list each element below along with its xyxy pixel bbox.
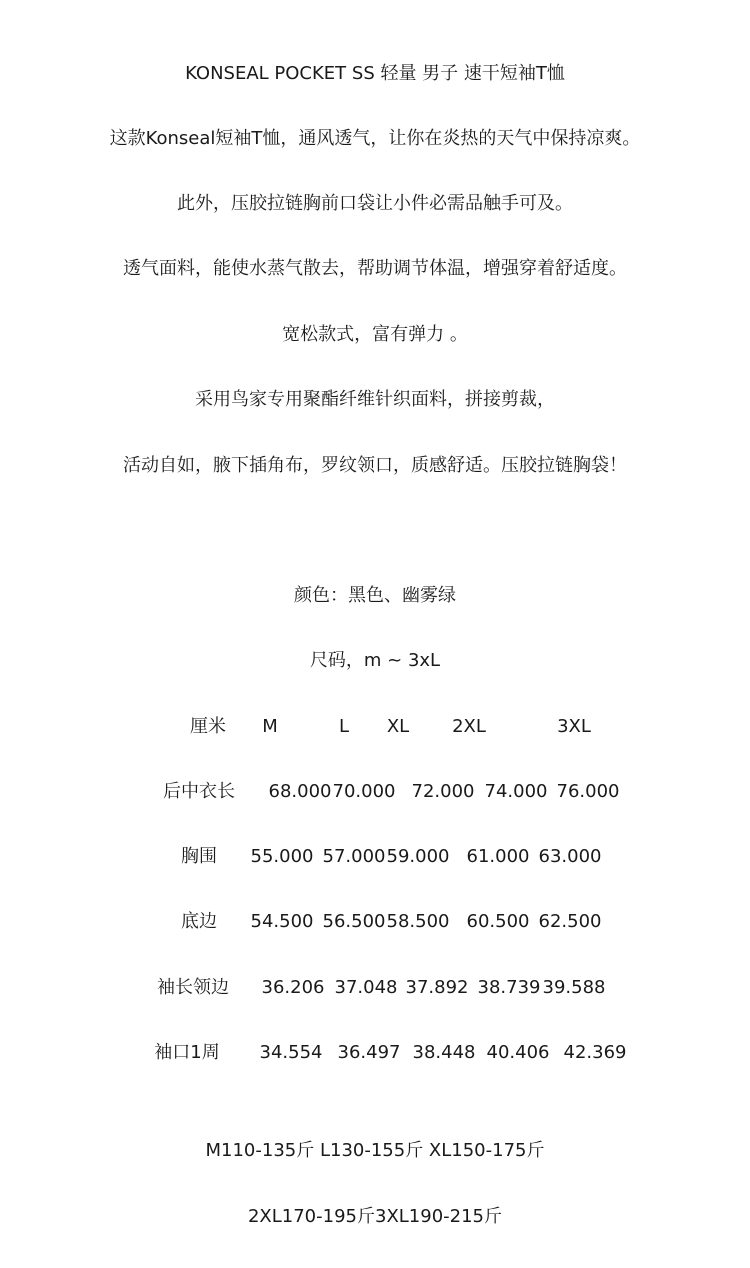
table-cell: 36.206: [261, 977, 325, 998]
table-cell: 59.000: [386, 846, 450, 867]
weight-guide-line-2: 2XL170-195斤3XL190-215斤: [247, 1206, 503, 1227]
table-cell: 57.000: [322, 846, 386, 867]
table-unit-header: 厘米: [190, 716, 226, 737]
table-cell: 39.588: [542, 977, 606, 998]
size-range-line: 尺码，m ~ 3xL: [309, 650, 441, 671]
table-cell: 76.000: [556, 781, 620, 802]
product-title: KONSEAL POCKET SS 轻量 男子 速干短袖T恤: [185, 63, 565, 84]
table-cell: 58.500: [386, 911, 450, 932]
weight-guide-line-1: M110-135斤 L130-155斤 XL150-175斤: [205, 1140, 545, 1161]
table-header-m: M: [262, 716, 278, 737]
table-cell: 37.892: [405, 977, 469, 998]
table-row-label: 后中衣长: [163, 781, 235, 802]
description-line-1: 这款Konseal短袖T恤，通风透气，让你在炎热的天气中保持凉爽。: [109, 128, 641, 149]
colors-line: 颜色：黑色、幽雾绿: [294, 585, 456, 606]
table-cell: 54.500: [250, 911, 314, 932]
table-cell: 62.500: [538, 911, 602, 932]
table-cell: 60.500: [466, 911, 530, 932]
table-cell: 56.500: [322, 911, 386, 932]
description-line-6: 活动自如，腋下插角布，罗纹领口，质感舒适。压胶拉链胸袋！: [123, 455, 627, 476]
table-cell: 38.448: [412, 1042, 476, 1063]
description-line-3: 透气面料，能使水蒸气散去，帮助调节体温，增强穿着舒适度。: [123, 258, 627, 279]
table-row-label: 底边: [181, 911, 217, 932]
table-header-xl: XL: [386, 716, 410, 737]
table-row-label: 袖口1周: [154, 1042, 220, 1063]
table-cell: 42.369: [563, 1042, 627, 1063]
table-cell: 34.554: [259, 1042, 323, 1063]
table-row-label: 胸围: [181, 846, 217, 867]
description-line-4: 宽松款式，富有弹力 。: [282, 324, 468, 345]
description-line-2: 此外，压胶拉链胸前口袋让小件必需品触手可及。: [177, 193, 573, 214]
table-header-3xl: 3XL: [557, 716, 591, 737]
description-line-5: 采用鸟家专用聚酯纤维针织面料，拼接剪裁，: [195, 389, 555, 410]
table-row-label: 袖长领边: [157, 977, 229, 998]
table-cell: 70.000: [332, 781, 396, 802]
table-cell: 40.406: [486, 1042, 550, 1063]
table-cell: 38.739: [477, 977, 541, 998]
table-cell: 37.048: [334, 977, 398, 998]
table-cell: 55.000: [250, 846, 314, 867]
table-cell: 63.000: [538, 846, 602, 867]
table-cell: 74.000: [484, 781, 548, 802]
table-cell: 61.000: [466, 846, 530, 867]
table-cell: 36.497: [337, 1042, 401, 1063]
table-cell: 72.000: [411, 781, 475, 802]
table-cell: 68.000: [268, 781, 332, 802]
table-header-l: L: [338, 716, 350, 737]
table-header-2xl: 2XL: [452, 716, 486, 737]
